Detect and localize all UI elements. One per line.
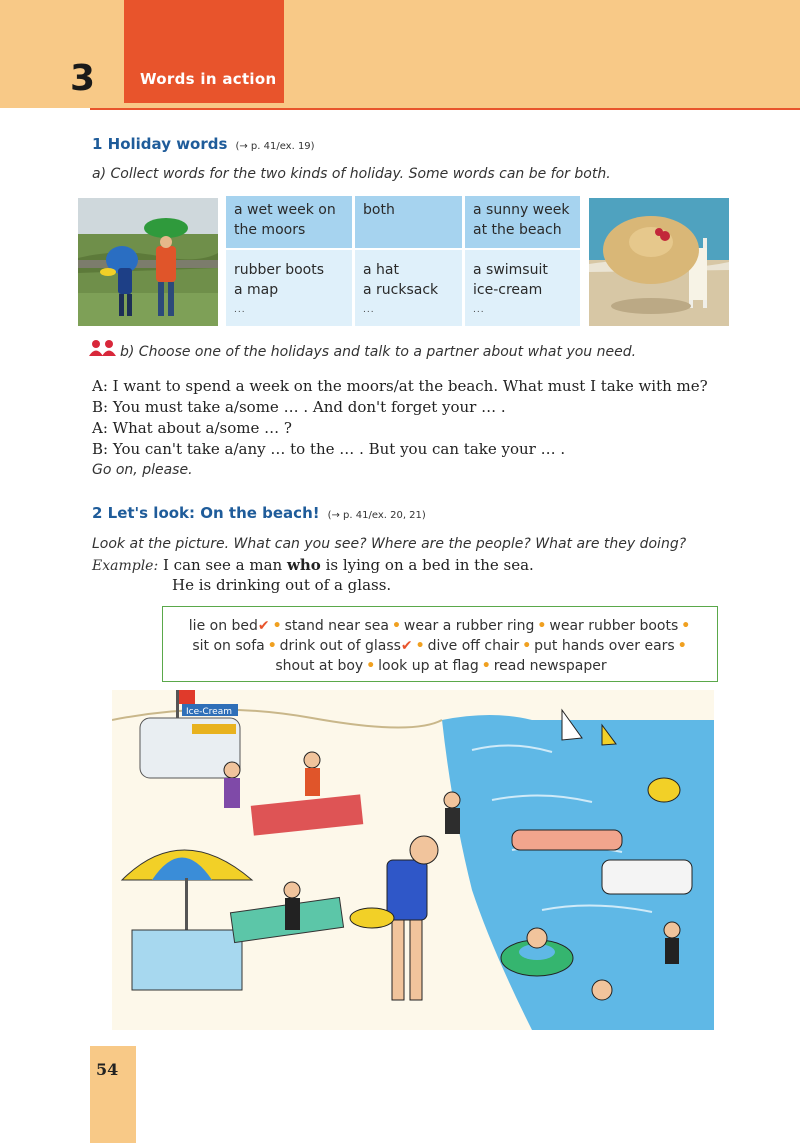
header-rule [90, 108, 800, 110]
table-header-moors: a wet week on the moors [226, 196, 352, 248]
list-item: a swimsuit [473, 262, 548, 278]
exercise-2-title: 2 Let's look: On the beach! [92, 504, 320, 522]
bullet-icon: • [537, 618, 547, 634]
example-line-2: He is drinking out of a glass. [172, 576, 392, 594]
bullet-icon: • [415, 638, 425, 654]
example-line-1-end: is lying on a bed in the sea. [320, 556, 534, 574]
unit-title: Words in action [140, 70, 277, 88]
phrase-item: lie on bed [188, 618, 258, 634]
bullet-icon: • [677, 638, 687, 654]
exercise-2-heading [92, 504, 426, 522]
check-icon: ✔ [400, 638, 413, 654]
beach-cartoon [112, 690, 714, 1030]
bullet-icon: • [267, 638, 277, 654]
ice-cream-sign: Ice-Cream [186, 707, 232, 717]
table-cell-moors [226, 250, 352, 326]
example-block [92, 556, 534, 574]
page-number: 54 [96, 1060, 119, 1079]
bullet-icon: • [522, 638, 532, 654]
list-item: a rucksack [363, 282, 439, 298]
phrase-item: dive off chair [427, 638, 520, 654]
phrase-item: drink out of glass [279, 638, 401, 654]
bullet-icon: • [481, 658, 491, 674]
table-cell-both [355, 250, 462, 326]
bullet-icon: • [272, 618, 282, 634]
list-item: ... [234, 305, 246, 315]
list-item: a hat [363, 262, 399, 278]
bullet-icon: • [391, 618, 401, 634]
moors-photo [78, 198, 218, 326]
phrase-item: sit on sofa [192, 638, 265, 654]
dialogue-line-4: B: You can't take a/any … to the … . But you can take your … . [92, 440, 566, 458]
header-band [0, 0, 800, 108]
exercise-1-ref: (→ p. 41/ex. 19) [235, 141, 315, 152]
go-on-text: Go on, please. [92, 462, 193, 478]
phrase-item: read newspaper [493, 658, 607, 674]
phrase-item: shout at boy [275, 658, 364, 674]
phrase-item: look up at flag [378, 658, 479, 674]
dialogue-line-2: B: You must take a/some … . And don't forget your … . [92, 398, 506, 416]
example-label: Example: [92, 558, 159, 574]
bullet-icon: • [681, 618, 691, 634]
bullet-icon: • [366, 658, 376, 674]
list-item: rubber boots [234, 262, 325, 278]
exercise-1-heading [92, 135, 315, 153]
phrase-item: put hands over ears [534, 638, 675, 654]
table-cell-beach [465, 250, 580, 326]
example-line-1-start: I can see a man [162, 556, 287, 574]
beach-photo [589, 198, 729, 326]
dialogue-line-1: A: I want to spend a week on the moors/at the beach. What must I take with me? [92, 377, 708, 395]
table-header-beach: a sunny week at the beach [465, 196, 580, 248]
list-item: ... [363, 305, 375, 315]
table-header-both: both [355, 196, 462, 248]
phrase-row-2 [163, 638, 719, 654]
list-item: ... [473, 305, 485, 315]
phrase-row-3 [163, 658, 719, 674]
list-item: ice-cream [473, 282, 543, 298]
partner-icon [88, 339, 118, 361]
exercise-2-ref: (→ p. 41/ex. 20, 21) [327, 510, 426, 521]
exercise-2-instruction: Look at the picture. What can you see? Where are the people? What are they doing? [92, 536, 687, 552]
holiday-words-table [226, 196, 580, 326]
phrase-item: stand near sea [284, 618, 389, 634]
phrase-item: wear a rubber ring [403, 618, 535, 634]
exercise-1-title: 1 Holiday words [92, 135, 228, 153]
exercise-1a-instruction: a) Collect words for the two kinds of holiday. Some words can be for both. [92, 166, 611, 182]
phrase-item: wear rubber boots [549, 618, 679, 634]
unit-number: 3 [70, 58, 96, 99]
list-item: a map [234, 282, 279, 298]
exercise-1b-instruction: b) Choose one of the holidays and talk to a partner about what you need. [120, 344, 637, 360]
dialogue-line-3: A: What about a/some … ? [92, 419, 292, 437]
check-icon: ✔ [257, 618, 270, 634]
phrase-box [162, 606, 718, 682]
phrase-row-1 [163, 618, 719, 634]
example-who: who [286, 556, 321, 574]
